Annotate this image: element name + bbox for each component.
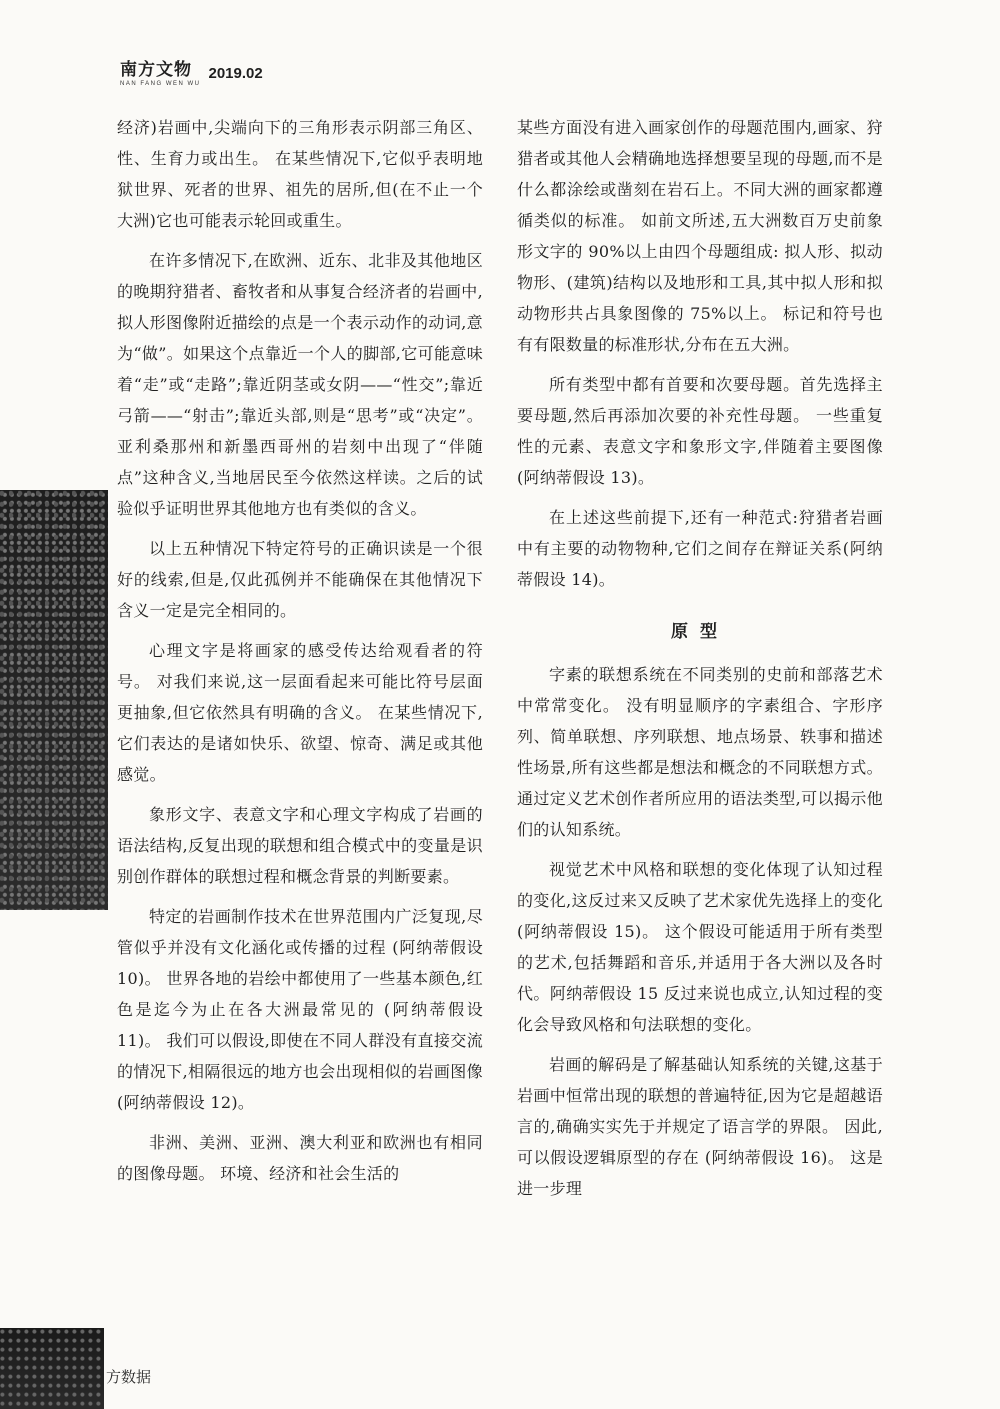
paragraph: 特定的岩画制作技术在世界范围内广泛复现,尽管似乎并没有文化涵化或传播的过程 (阿纳蒂假设 10)。 世界各地的岩绘中都使用了一些基本颜色,红色是迄今为止在各大洲最常见的 (阿纳蒂假设 11)。 我们可以假设,即使在不同人群没有直接交流的情况下,相隔很远的地方也会出现相似的岩画图像(阿纳蒂假设 12)。	[117, 907, 483, 1112]
scan-artifact-corner	[0, 1328, 104, 1409]
paragraph: 在许多情况下,在欧洲、近东、北非及其他地区的晚期狩猎者、畜牧者和从事复合经济者的岩画中,拟人形图像附近描绘的点是一个表示动作的动词,意为“做”。如果这个点靠近一个人的脚部,它可能意味着“走”或“走路”;靠近阴茎或女阴——“性交”;靠近弓箭——“射击”;靠近头部,则是“思考”或“决定”。 亚利桑那州和新墨西哥州的岩刻中出现了“伴随点”这种含义,当地居民至今依然这样读。之后的试验似乎证明世界其他地方也有类似的含义。	[117, 251, 483, 518]
paragraph: 某些方面没有进入画家创作的母题范围内,画家、狩猎者或其他人会精确地选择想要呈现的母题,而不是什么都涂绘或凿刻在岩石上。不同大洲的画家都遵循类似的标准。 如前文所述,五大洲数百万史前象形文字的 90%以上由四个母题组成: 拟人形、拟动物形、(建筑)结构以及地形和工具,其中拟人形和拟动物形共占具象图像的 75%以上。 标记和符号也有有限数量的标准形状,分布在五大洲。	[517, 118, 883, 354]
page-header	[120, 62, 263, 87]
paragraph: 岩画的解码是了解基础认知系统的关键,这基于岩画中恒常出现的联想的普遍特征,因为它是超越语言的,确确实实先于并规定了语言学的界限。 因此,可以假设逻辑原型的存在 (阿纳蒂假设 16)。 这是进一步理	[517, 1055, 883, 1198]
right-column	[517, 112, 883, 1213]
journal-pinyin: NAN FANG WEN WU	[120, 81, 201, 87]
paragraph: 在上述这些前提下,还有一种范式:狩猎者岩画中有主要的动物物种,它们之间存在辩证关系(阿纳蒂假设 14)。	[517, 508, 883, 589]
paragraph: 字素的联想系统在不同类别的史前和部落艺术中常常变化。 没有明显顺序的字素组合、字形序列、简单联想、序列联想、地点场景、轶事和描述性场景,所有这些都是想法和概念的不同联想方式。 通过定义艺术创作者所应用的语法类型,可以揭示他们的认知系统。	[517, 665, 883, 839]
paragraph: 心理文字是将画家的感受传达给观看者的符号。 对我们来说,这一层面看起来可能比符号层面更抽象,但它依然具有明确的含义。 在某些情况下,它们表达的是诸如快乐、欲望、惊奇、满足或其他感觉。	[117, 641, 483, 784]
section-heading: 原型	[671, 622, 729, 642]
journal-logo	[120, 62, 201, 87]
scan-artifact	[0, 490, 108, 910]
footer-watermark: 方数据	[106, 1368, 152, 1386]
paragraph: 视觉艺术中风格和联想的变化体现了认知过程的变化,这反过来又反映了艺术家优先选择上的变化 (阿纳蒂假设 15)。 这个假设可能适用于所有类型的艺术,包括舞蹈和音乐,并适用于各大洲以及各时代。阿纳蒂假设 15 反过来说也成立,认知过程的变化会导致风格和句法联想的变化。	[517, 860, 883, 1034]
paragraph: 象形文字、表意文字和心理文字构成了岩画的语法结构,反复出现的联想和组合模式中的变量是识别创作群体的联想过程和概念背景的判断要素。	[117, 805, 483, 886]
issue-number: 2019.02	[208, 65, 263, 82]
paragraph: 非洲、美洲、亚洲、澳大利亚和欧洲也有相同的图像母题。 环境、经济和社会生活的	[117, 1133, 483, 1183]
paragraph: 以上五种情况下特定符号的正确识读是一个很好的线索,但是,仅此孤例并不能确保在其他情况下含义一定是完全相同的。	[117, 539, 483, 620]
paragraph: 所有类型中都有首要和次要母题。首先选择主要母题,然后再添加次要的补充性母题。 一些重复性的元素、表意文字和象形文字,伴随着主要图像(阿纳蒂假设 13)。	[517, 375, 883, 487]
journal-name: 南方文物	[120, 60, 192, 80]
left-column	[117, 112, 483, 1198]
paragraph: 经济)岩画中,尖端向下的三角形表示阴部三角区、性、生育力或出生。 在某些情况下,它似乎表明地狱世界、死者的世界、祖先的居所,但(在不止一个大洲)它也可能表示轮回或重生。	[117, 118, 483, 230]
